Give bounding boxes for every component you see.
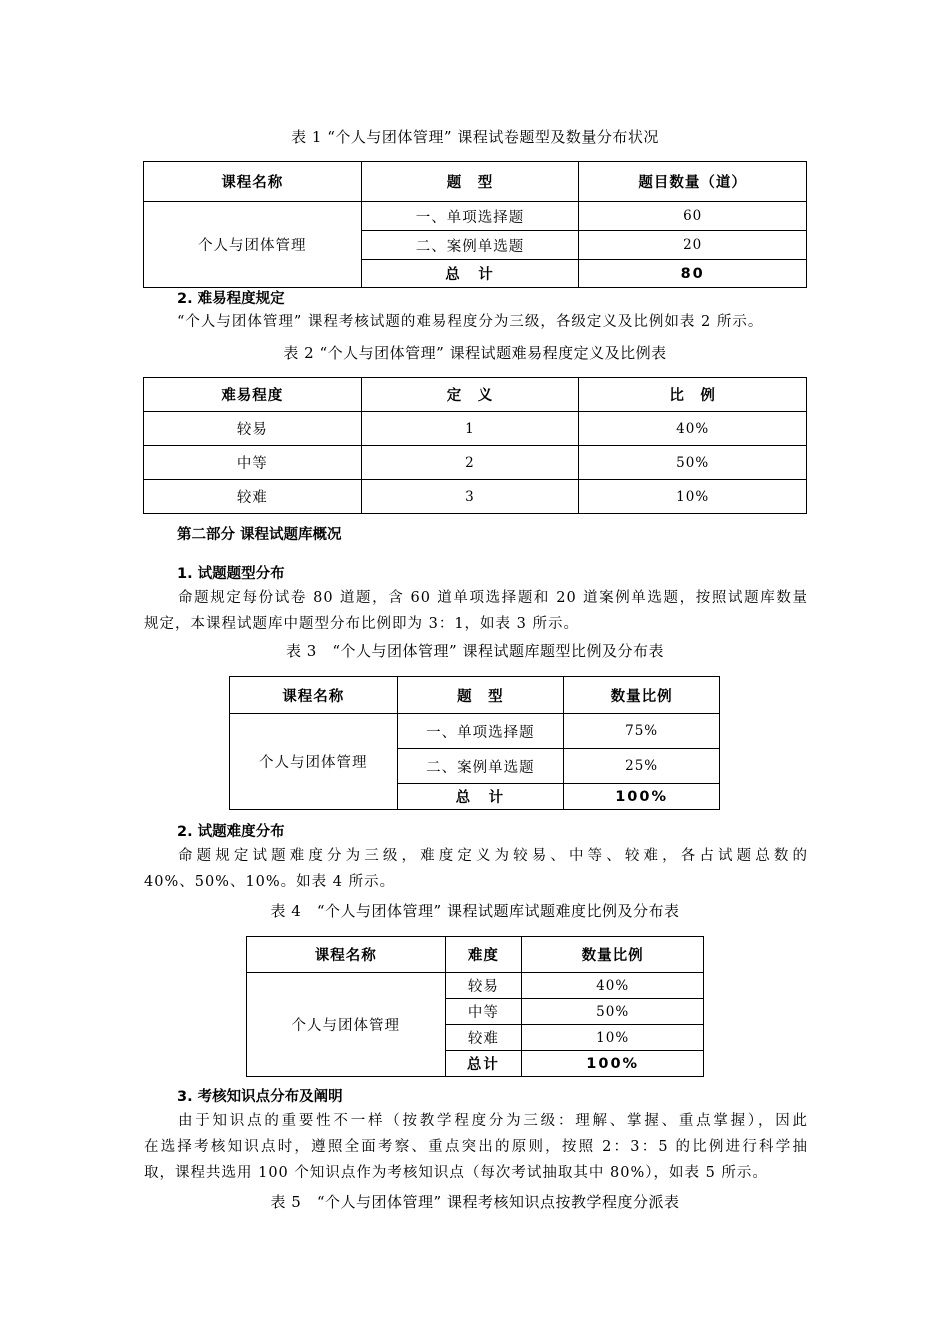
table2-definition-cell: 1 [361,412,579,446]
section-difficulty-heading: 2. 难易程度规定 [177,291,285,307]
table1-count-cell: 20 [579,231,807,260]
table3 [229,676,720,810]
table1-type-cell: 一、单项选择题 [361,202,579,231]
table2-level-cell: 较难 [144,480,362,514]
section-difficulty-distribution-heading: 2. 试题难度分布 [177,824,285,840]
section-type-distribution-heading: 1. 试题题型分布 [177,566,285,582]
table4-ratio-cell: 40% [522,973,704,999]
table1 [143,161,807,288]
table2-header-ratio: 比 例 [579,378,807,412]
table4-header-ratio: 数量比例 [522,937,704,973]
table2-level-cell: 较易 [144,412,362,446]
table4-header-course: 课程名称 [247,937,446,973]
table4-total-value: 100% [522,1051,704,1077]
table2-ratio-cell: 40% [579,412,807,446]
paragraph-line: 在选择考核知识点时，遵照全面考察、重点突出的原则，按照 2：3：5 的比例进行科学抽 [144,1139,808,1155]
table4-total-label: 总计 [445,1051,522,1077]
table1-count-cell: 60 [579,202,807,231]
paragraph-line: 由于知识点的重要性不一样（按教学程度分为三级：理解、掌握、重点掌握），因此 [178,1113,808,1129]
table4-level-cell: 较易 [445,973,522,999]
table1-header-count: 题目数量（道） [579,162,807,202]
table3-header-ratio: 数量比例 [564,677,720,714]
table3-total-label: 总 计 [397,784,564,810]
table1-total-label: 总 计 [361,260,579,288]
table2-definition-cell: 3 [361,480,579,514]
section-difficulty-paragraph: “个人与团体管理” 课程考核试题的难易程度分为三级，各级定义及比例如表 2 所示。 [177,314,764,330]
table4-caption: 表 4 “个人与团体管理” 课程试题库试题难度比例及分布表 [270,902,680,920]
paragraph-line: 取，课程共选用 100 个知识点作为考核知识点（每次考试抽取其中 80%），如表 5 所示。 [144,1165,768,1181]
table5-caption: 表 5 “个人与团体管理” 课程考核知识点按教学程度分派表 [270,1193,680,1211]
table4-level-cell: 中等 [445,999,522,1025]
table4-ratio-cell: 50% [522,999,704,1025]
table2-level-cell: 中等 [144,446,362,480]
table3-header-type: 题 型 [397,677,564,714]
table4 [246,936,704,1077]
table3-type-cell: 一、单项选择题 [397,714,564,749]
table4-ratio-cell: 10% [522,1025,704,1051]
table2-caption: 表 2 “个人与团体管理” 课程试题难易程度定义及比例表 [283,344,667,362]
section-type-distribution-paragraph [144,585,808,637]
table1-header-type: 题 型 [361,162,579,202]
table2-ratio-cell: 50% [579,446,807,480]
section-difficulty-distribution-paragraph [144,843,808,895]
table1-header-course: 课程名称 [144,162,362,202]
table3-header-course: 课程名称 [230,677,398,714]
table1-total-value: 80 [579,260,807,288]
table2-header-definition: 定 义 [361,378,579,412]
table4-header-level: 难度 [445,937,522,973]
table2-ratio-cell: 10% [579,480,807,514]
table1-type-cell: 二、案例单选题 [361,231,579,260]
paragraph-line: 命题规定试题难度分为三级，难度定义为较易、中等、较难，各占试题总数的 [178,848,808,864]
paragraph-line: 40%、50%、10%。如表 4 所示。 [144,874,396,890]
table1-caption: 表 1 “个人与团体管理” 课程试卷题型及数量分布状况 [291,128,659,146]
table3-ratio-cell: 25% [564,749,720,784]
part2-heading: 第二部分 课程试题库概况 [177,527,342,543]
table3-total-value: 100% [564,784,720,810]
table3-caption: 表 3 “个人与团体管理” 课程试题库题型比例及分布表 [286,642,664,660]
table2-definition-cell: 2 [361,446,579,480]
paragraph-line: 规定，本课程试题库中题型分布比例即为 3：1，如表 3 所示。 [144,616,580,632]
section-knowledge-points-paragraph [144,1108,808,1186]
table3-course-cell: 个人与团体管理 [230,714,398,810]
paragraph-line: 命题规定每份试卷 80 道题，含 60 道单项选择题和 20 道案例单选题，按照试题库数量 [178,590,808,606]
table4-level-cell: 较难 [445,1025,522,1051]
table4-course-cell: 个人与团体管理 [247,973,446,1077]
table3-ratio-cell: 75% [564,714,720,749]
table1-course-cell: 个人与团体管理 [144,202,362,288]
table2 [143,377,807,514]
section-knowledge-points-heading: 3. 考核知识点分布及阐明 [177,1089,343,1105]
table3-type-cell: 二、案例单选题 [397,749,564,784]
table2-header-level: 难易程度 [144,378,362,412]
